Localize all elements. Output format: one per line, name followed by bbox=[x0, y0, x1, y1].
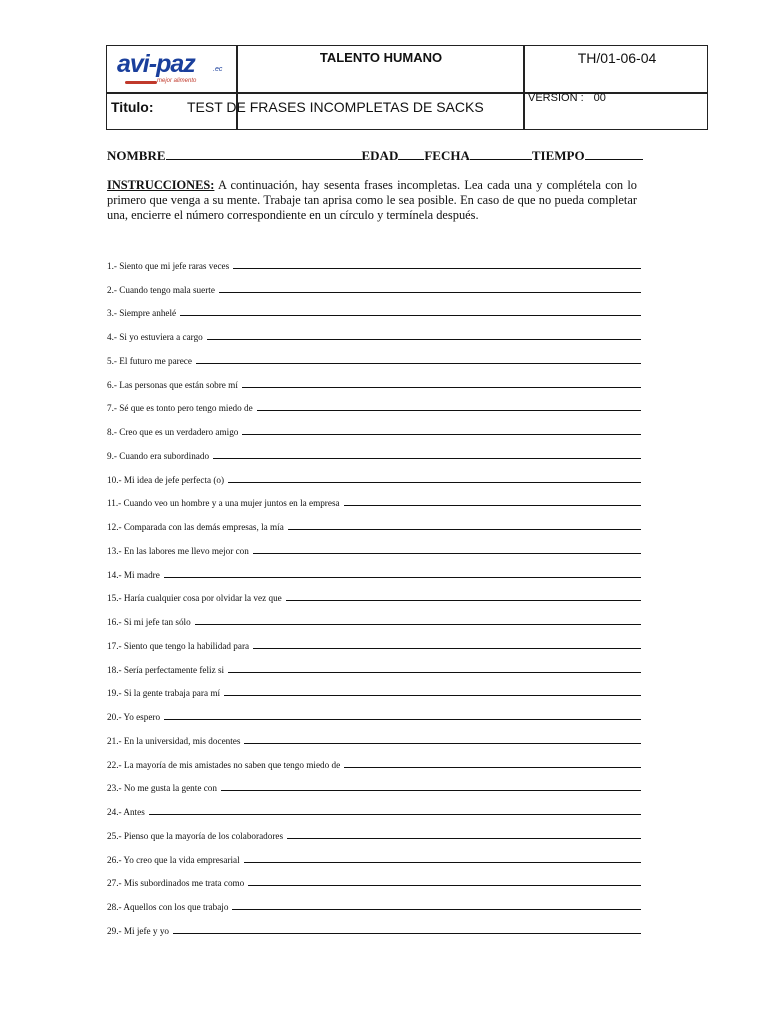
answer-line[interactable] bbox=[219, 292, 641, 293]
sentence-prompt: 1.- Siento que mi jefe raras veces bbox=[107, 260, 230, 271]
tiempo-label: TIEMPO bbox=[531, 148, 585, 163]
sentence-item bbox=[107, 675, 641, 699]
edad-label: EDAD bbox=[361, 148, 399, 163]
answer-line[interactable] bbox=[244, 862, 641, 863]
edad-field[interactable] bbox=[398, 147, 424, 160]
answer-line[interactable] bbox=[221, 790, 641, 791]
sentence-item bbox=[107, 888, 641, 912]
answer-line[interactable] bbox=[149, 814, 641, 815]
sentence-prompt: 11.- Cuando veo un hombre y a una mujer juntos en la empresa bbox=[107, 498, 340, 509]
answer-line[interactable] bbox=[228, 672, 641, 673]
answer-line[interactable] bbox=[180, 315, 641, 316]
sentence-prompt: 13.- En las labores me llevo mejor con bbox=[107, 545, 249, 556]
sentence-item bbox=[107, 485, 641, 509]
sentence-item bbox=[107, 318, 641, 342]
sentence-prompt: 25.- Pienso que la mayoría de los colaboradores bbox=[107, 830, 284, 841]
tiempo-field[interactable] bbox=[585, 147, 643, 160]
sentence-item bbox=[107, 722, 641, 746]
nombre-label: NOMBRE bbox=[107, 148, 166, 163]
sentence-item bbox=[107, 627, 641, 651]
answer-line[interactable] bbox=[196, 363, 641, 364]
document-code: TH/01-06-04 bbox=[577, 50, 657, 66]
answer-line[interactable] bbox=[195, 624, 641, 625]
sentence-prompt: 7.- Sé que es tonto pero tengo miedo de bbox=[107, 403, 253, 414]
sentence-prompt: 10.- Mi idea de jefe perfecta (o) bbox=[107, 474, 225, 485]
sentence-item bbox=[107, 841, 641, 865]
company-logo bbox=[117, 50, 237, 88]
answer-line[interactable] bbox=[242, 387, 641, 388]
answer-line[interactable] bbox=[344, 505, 641, 506]
answer-line[interactable] bbox=[207, 339, 641, 340]
instructions-text: A continuación, hay sesenta frases incompletas. Lea cada una y complétela con lo primero que venga a su mente. Trabaje tan aprisa como le sea posible. En caso de que no pueda completar una, encierre el número correspondiente en un círculo y termínela después. bbox=[107, 178, 637, 222]
sentence-prompt: 22.- La mayoría de mis amistades no saben que tengo miedo de bbox=[107, 759, 341, 770]
answer-line[interactable] bbox=[233, 268, 641, 269]
answer-line[interactable] bbox=[286, 600, 641, 601]
sentence-item bbox=[107, 366, 641, 390]
answer-line[interactable] bbox=[164, 577, 641, 578]
version-value: 00 bbox=[593, 92, 606, 104]
sentence-prompt: 12.- Comparada con las demás empresas, la mía bbox=[107, 522, 284, 532]
version-label: VERSION : bbox=[528, 92, 584, 104]
sentence-prompt: 24.- Antes bbox=[107, 807, 145, 817]
answer-line[interactable] bbox=[242, 434, 641, 435]
sentence-prompt: 20.- Yo espero bbox=[107, 712, 161, 722]
sentence-prompt: 21.- En la universidad, mis docentes bbox=[107, 735, 241, 746]
sentence-item bbox=[107, 271, 641, 295]
sentence-item bbox=[107, 342, 641, 366]
answer-line[interactable] bbox=[164, 719, 641, 720]
answer-line[interactable] bbox=[232, 909, 641, 910]
department-name: TALENTO HUMANO bbox=[319, 50, 443, 65]
sentence-list bbox=[107, 247, 641, 936]
fecha-field[interactable] bbox=[470, 147, 532, 160]
answer-line[interactable] bbox=[213, 458, 641, 459]
answer-line[interactable] bbox=[288, 529, 641, 530]
sentence-item bbox=[107, 508, 641, 532]
sentence-item bbox=[107, 390, 641, 414]
answer-line[interactable] bbox=[224, 695, 641, 696]
answer-line[interactable] bbox=[173, 933, 641, 934]
sentence-prompt: 14.- Mi madre bbox=[107, 569, 160, 580]
sentence-prompt: 29.- Mi jefe y yo bbox=[107, 925, 170, 936]
sentence-prompt: 4.- Si yo estuviera a cargo bbox=[107, 332, 203, 342]
sentence-prompt: 26.- Yo creo que la vida empresarial bbox=[107, 854, 240, 865]
sentence-item bbox=[107, 580, 641, 604]
sentence-item bbox=[107, 247, 641, 271]
sentence-item bbox=[107, 437, 641, 461]
sentence-item bbox=[107, 461, 641, 485]
sentence-prompt: 19.- Si la gente trabaja para mí bbox=[107, 688, 221, 699]
sentence-prompt: 3.- Siempre anhelé bbox=[107, 308, 177, 319]
title-label: Titulo: bbox=[111, 99, 154, 115]
sentence-prompt: 9.- Cuando era subordinado bbox=[107, 450, 210, 461]
sentence-prompt: 27.- Mis subordinados me trata como bbox=[107, 878, 245, 889]
logo-swoosh bbox=[125, 81, 157, 84]
sentence-prompt: 5.- El futuro me parece bbox=[107, 355, 192, 366]
sentence-item bbox=[107, 865, 641, 889]
sentence-item bbox=[107, 295, 641, 319]
nombre-field[interactable] bbox=[166, 147, 362, 160]
sentence-item bbox=[107, 532, 641, 556]
sentence-item bbox=[107, 817, 641, 841]
version-info bbox=[528, 92, 606, 104]
logo-suffix: .ec bbox=[213, 66, 223, 73]
answer-line[interactable] bbox=[253, 553, 641, 554]
sentence-item bbox=[107, 556, 641, 580]
personal-fields bbox=[107, 147, 647, 164]
sentence-item bbox=[107, 603, 641, 627]
answer-line[interactable] bbox=[228, 482, 641, 483]
sentence-prompt: 18.- Sería perfectamente feliz si bbox=[107, 664, 225, 675]
answer-line[interactable] bbox=[253, 648, 641, 649]
instructions bbox=[107, 178, 637, 223]
sentence-prompt: 17.- Siento que tengo la habilidad para bbox=[107, 640, 250, 651]
fecha-label: FECHA bbox=[424, 148, 470, 163]
sentence-prompt: 15.- Haría cualquier cosa por olvidar la vez que bbox=[107, 593, 282, 604]
document-header bbox=[106, 45, 708, 130]
answer-line[interactable] bbox=[248, 885, 641, 886]
logo-tagline: mejor alimento bbox=[157, 78, 197, 84]
sentence-prompt: 2.- Cuando tengo mala suerte bbox=[107, 284, 215, 295]
sentence-prompt: 6.- Las personas que están sobre mí bbox=[107, 379, 238, 390]
sentence-prompt: 28.- Aquellos con los que trabajo bbox=[107, 902, 229, 912]
sentence-item bbox=[107, 698, 641, 722]
sentence-item bbox=[107, 770, 641, 794]
sentence-prompt: 8.- Creo que es un verdadero amigo bbox=[107, 427, 239, 437]
answer-line[interactable] bbox=[244, 743, 641, 744]
sentence-item bbox=[107, 413, 641, 437]
answer-line[interactable] bbox=[257, 410, 641, 411]
instructions-label: INSTRUCCIONES: bbox=[107, 178, 215, 192]
answer-line[interactable] bbox=[287, 838, 641, 839]
answer-line[interactable] bbox=[344, 767, 641, 768]
sentence-item bbox=[107, 651, 641, 675]
sentence-prompt: 16.- Si mi jefe tan sólo bbox=[107, 617, 191, 627]
sentence-item bbox=[107, 746, 641, 770]
header-divider bbox=[107, 92, 707, 94]
logo-text: avi-paz bbox=[117, 50, 195, 78]
sentence-item bbox=[107, 793, 641, 817]
sentence-item bbox=[107, 912, 641, 936]
sentence-prompt: 23.- No me gusta la gente con bbox=[107, 783, 217, 794]
document-title: TEST DE FRASES INCOMPLETAS DE SACKS bbox=[187, 99, 484, 115]
